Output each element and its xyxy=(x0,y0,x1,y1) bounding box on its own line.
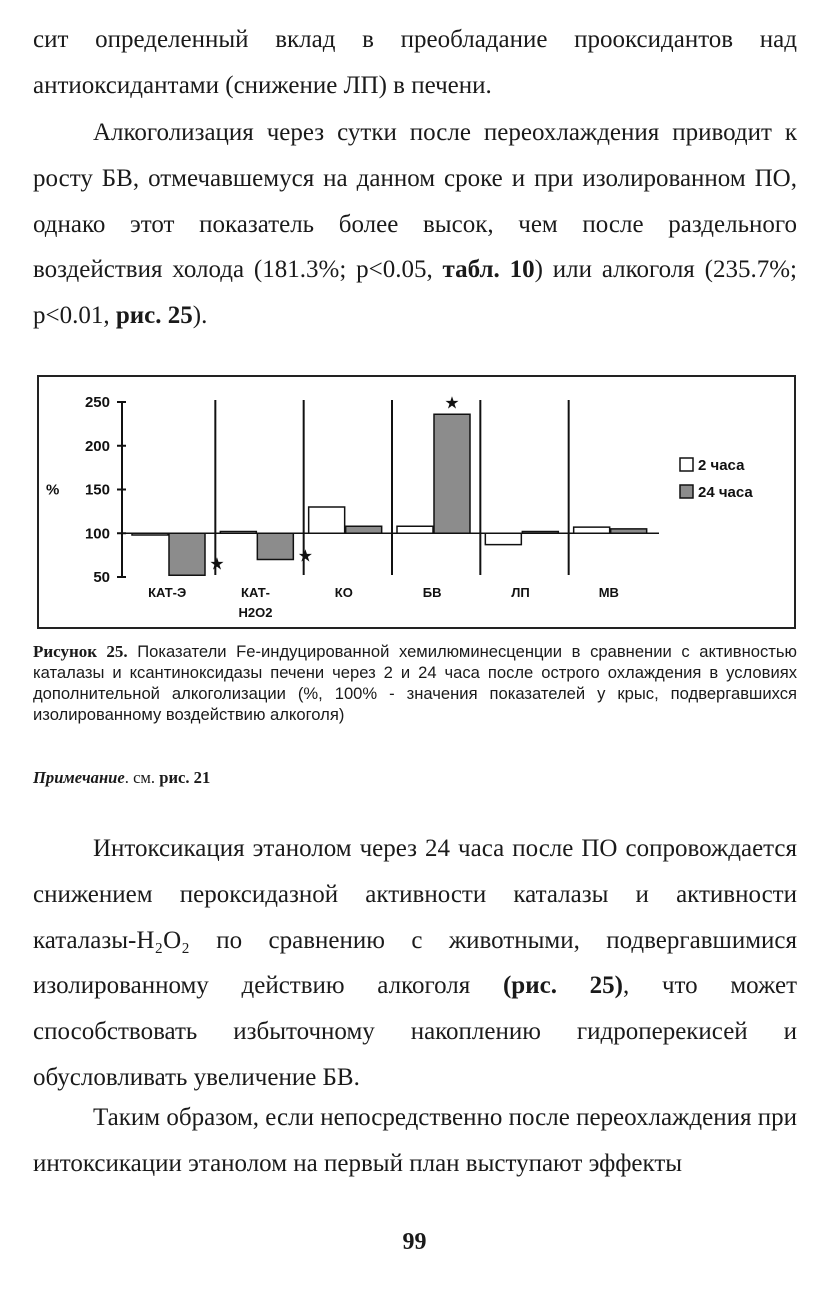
bar-series-2 xyxy=(434,414,470,533)
bar-series-1 xyxy=(397,526,433,533)
note-reference: рис. 21 xyxy=(159,768,211,787)
caption-text: Показатели Fe-индуцированной хемилюминесценции в сравнении с активностью каталазы и ксантиноксидазы печени через 2 и 24 часа после острого охлаждения в условиях дополнительной алкоголизации (%, 100% - значения показателей у крыс, подвергавшихся изолированному воздействию алкоголя) xyxy=(33,642,797,724)
paragraph-alcoholization xyxy=(33,110,797,339)
note-label: Примечание xyxy=(33,768,125,787)
legend-swatch xyxy=(680,485,693,498)
caption-label: Рисунок 25. xyxy=(33,642,128,661)
y-axis-label: % xyxy=(46,481,60,499)
category-label-line2: H2O2 xyxy=(238,605,273,620)
table-reference: табл. 10 xyxy=(442,256,535,284)
bar-series-2 xyxy=(169,533,205,575)
category-label: КО xyxy=(334,585,353,600)
category-label: ЛП xyxy=(511,585,530,600)
paragraph-text: , что может способствовать избыточному накоплению гидроперекисей и обусловливать увеличение БВ. xyxy=(33,972,797,1091)
figure-reference: рис. 25 xyxy=(115,302,193,330)
figure-caption xyxy=(33,641,797,725)
paragraph-text: Интоксикация этанолом через 24 часа после ПО сопровождается снижением пероксидазной активности каталазы и активности каталазы-H₂O₂ по сравнению с животными, подвергавшимися изолированному действию алкоголя xyxy=(33,835,797,1000)
bar-series-2 xyxy=(257,533,293,559)
category-label: КАТ-Э xyxy=(148,585,187,600)
legend-label: 2 часа xyxy=(698,457,745,474)
y-tick-label: 250 xyxy=(84,394,110,411)
category-label: МВ xyxy=(598,585,619,600)
figure-reference: (рис. 25) xyxy=(502,972,623,1000)
paragraph-conclusion: Таким образом, если непосредственно после переохлаждения при интоксикации этанолом на первый план выступают эффекты xyxy=(33,1104,797,1177)
bar-series-2 xyxy=(346,526,382,533)
bar-series-1 xyxy=(485,533,521,544)
significance-star: ★ xyxy=(297,546,313,567)
paragraph-intoxication xyxy=(33,826,797,1101)
significance-star: ★ xyxy=(444,393,460,414)
paragraph-continuation: сит определенный вклад в преобладание прооксидантов над антиоксидантами (снижение ЛП) в печени. xyxy=(33,26,797,99)
page-number: 99 xyxy=(402,1229,427,1255)
y-tick-label: 200 xyxy=(84,437,110,455)
y-tick-label: 150 xyxy=(84,481,110,499)
legend-label: 24 часа xyxy=(698,484,753,501)
legend-swatch xyxy=(680,458,693,471)
paragraph-text: ) или алкоголя (235.7%; p<0.01, xyxy=(33,256,797,330)
bar-series-1 xyxy=(309,507,345,533)
bar-series-1 xyxy=(574,527,610,533)
y-tick-label: 50 xyxy=(93,569,110,586)
paragraph-text: ). xyxy=(192,302,208,330)
significance-star: ★ xyxy=(209,554,225,575)
figure-chart xyxy=(37,375,796,629)
paragraph-text: Алкоголизация через сутки после переохлаждения приводит к росту БВ, отмечавшемуся на данном сроке и при изолированном ПО, однако этот показатель более высок, чем после раздельного воздействия холода (181.3%; p<0.05, xyxy=(33,119,797,284)
category-label: БВ xyxy=(422,585,442,600)
figure-note xyxy=(33,767,210,788)
y-tick-label: 100 xyxy=(84,525,110,543)
category-label: КАТ- xyxy=(241,585,270,600)
note-text: . см. xyxy=(124,768,160,787)
bar-chart xyxy=(39,377,794,627)
